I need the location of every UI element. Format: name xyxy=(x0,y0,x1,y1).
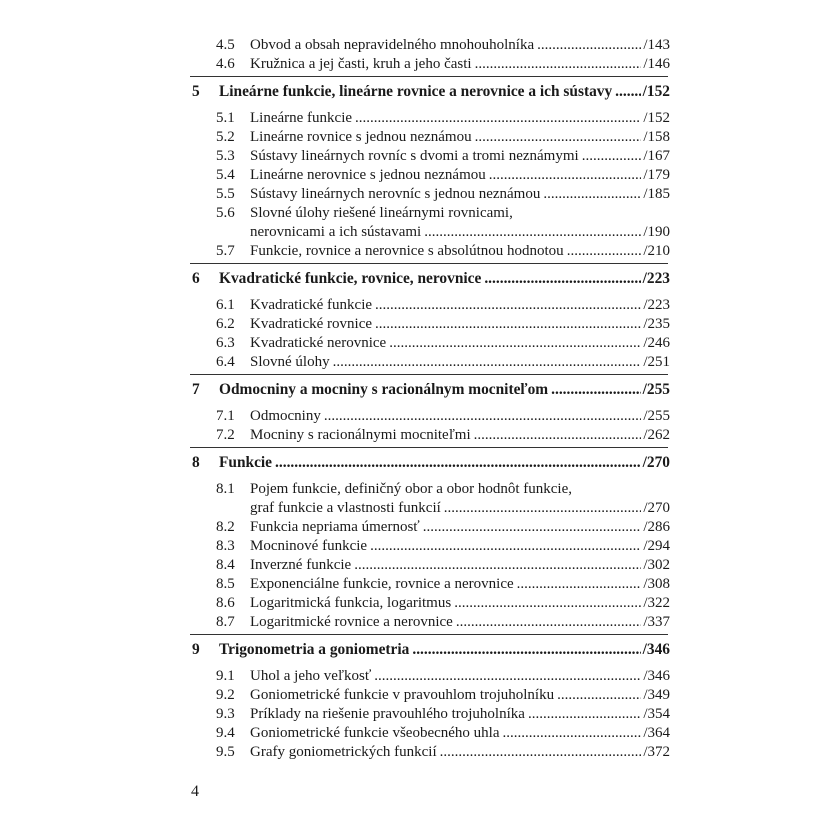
toc-page: /302 xyxy=(643,557,670,573)
toc-page: /210 xyxy=(643,243,670,259)
toc-page: /354 xyxy=(643,706,670,722)
toc-entry xyxy=(190,426,670,445)
toc-leader-dots xyxy=(528,705,641,724)
toc-title: Kvadratické funkcie, rovnice, nerovnice xyxy=(219,270,482,287)
toc-chapter xyxy=(190,640,670,659)
toc-entry xyxy=(190,334,670,353)
toc-entry xyxy=(190,36,670,55)
toc-leader-dots xyxy=(375,315,641,334)
toc-number: 7.2 xyxy=(216,427,235,443)
toc-leader-dots xyxy=(324,407,642,426)
chapter-divider-line xyxy=(190,374,668,375)
toc-leader-dots xyxy=(474,426,642,445)
toc-number: 5.6 xyxy=(216,205,235,221)
toc-title: Mocninové funkcie xyxy=(250,538,368,554)
toc-title: nerovnicami a ich sústavami xyxy=(250,224,422,240)
toc-page: /262 xyxy=(643,427,670,443)
toc-title: Sústavy lineárnych nerovníc s jednou neznámou xyxy=(250,186,541,202)
toc-leader-dots xyxy=(475,55,642,74)
toc-leader-dots xyxy=(423,518,642,537)
toc-title: Príklady na riešenie pravouhlého trojuholníka xyxy=(250,706,525,722)
toc-leader-dots xyxy=(354,556,641,575)
toc-page: /223 xyxy=(643,297,670,313)
toc-number: 6.4 xyxy=(216,354,235,370)
toc-title: Funkcie xyxy=(219,454,273,471)
toc-entry xyxy=(190,204,670,223)
toc-page: /349 xyxy=(643,687,670,703)
toc-title: Goniometrické funkcie v pravouhlom trojuholníku xyxy=(250,687,555,703)
toc-page: /308 xyxy=(643,576,670,592)
toc-page: /364 xyxy=(643,725,670,741)
toc-page: /223 xyxy=(642,270,670,287)
toc-title: Exponenciálne funkcie, rovnice a nerovnice xyxy=(250,576,514,592)
toc-entry xyxy=(190,575,670,594)
toc-page: /167 xyxy=(643,148,670,164)
toc-chapter xyxy=(190,269,670,288)
toc-leader-dots xyxy=(275,453,641,472)
toc-number: 9.4 xyxy=(216,725,235,741)
toc-title: Trigonometria a goniometria xyxy=(219,641,410,658)
toc-title: Lineárne funkcie, lineárne rovnice a nerovnice a ich sústavy xyxy=(219,83,613,100)
toc-entry xyxy=(190,686,670,705)
toc-leader-dots xyxy=(537,36,641,55)
toc-title: graf funkcie a vlastnosti funkcií xyxy=(250,500,441,516)
toc-page: /322 xyxy=(643,595,670,611)
chapter-divider-line xyxy=(190,634,668,635)
toc-number: 8.4 xyxy=(216,557,235,573)
toc-number: 8.6 xyxy=(216,595,235,611)
toc-title: Obvod a obsah nepravidelného mnohouholníka xyxy=(250,37,535,53)
toc-entry xyxy=(190,480,670,499)
chapter-divider-line xyxy=(190,76,668,77)
toc-page: /190 xyxy=(643,224,670,240)
toc-page: /185 xyxy=(643,186,670,202)
toc-entry xyxy=(190,128,670,147)
toc-page: /246 xyxy=(643,335,670,351)
chapter-divider-line xyxy=(190,263,668,264)
toc-page: /179 xyxy=(643,167,670,183)
toc-title: Slovné úlohy xyxy=(250,354,330,370)
toc-leader-dots xyxy=(374,667,641,686)
toc-number: 7.1 xyxy=(216,408,235,424)
toc-leader-dots xyxy=(517,575,642,594)
toc-page: /143 xyxy=(643,37,670,53)
toc-title: Uhol a jeho veľkosť xyxy=(250,668,372,684)
toc-title: Funkcia nepriama úmernosť xyxy=(250,519,420,535)
toc-title: Kvadratické funkcie xyxy=(250,297,373,313)
toc-title: Slovné úlohy riešené lineárnymi rovnicami, xyxy=(250,205,513,221)
toc-number: 4.5 xyxy=(216,37,235,53)
toc-chapter xyxy=(190,82,670,101)
toc-number: 6.2 xyxy=(216,316,235,332)
toc-leader-dots xyxy=(412,640,640,659)
toc-number: 8.3 xyxy=(216,538,235,554)
toc-page: /255 xyxy=(642,381,670,398)
chapter-divider-line xyxy=(190,447,668,448)
toc-number: 6.3 xyxy=(216,335,235,351)
toc-number: 9.5 xyxy=(216,744,235,760)
toc-entry xyxy=(190,743,670,762)
toc-title: Lineárne rovnice s jednou neznámou xyxy=(250,129,472,145)
toc-title: Kvadratické nerovnice xyxy=(250,335,387,351)
toc-number: 9 xyxy=(192,641,200,658)
toc-entry xyxy=(190,499,670,518)
toc-page: /152 xyxy=(642,83,670,100)
toc-number: 8.1 xyxy=(216,481,235,497)
toc-number: 5.1 xyxy=(216,110,235,126)
page-number: 4 xyxy=(191,783,199,800)
toc-number: 8.7 xyxy=(216,614,235,630)
toc-entry xyxy=(190,55,670,74)
toc-page: /152 xyxy=(643,110,670,126)
toc-leader-dots xyxy=(454,594,641,613)
toc-title: Logaritmická funkcia, logaritmus xyxy=(250,595,452,611)
toc-title: Goniometrické funkcie všeobecného uhla xyxy=(250,725,500,741)
toc-number: 5.2 xyxy=(216,129,235,145)
toc-leader-dots xyxy=(551,380,640,399)
toc-number: 5.4 xyxy=(216,167,235,183)
toc-entry xyxy=(190,296,670,315)
toc-entry xyxy=(190,613,670,632)
toc-page: /346 xyxy=(642,641,670,658)
toc-entry xyxy=(190,667,670,686)
toc-number: 9.1 xyxy=(216,668,235,684)
toc-leader-dots xyxy=(424,223,641,242)
toc-entry xyxy=(190,556,670,575)
toc-entry xyxy=(190,518,670,537)
toc-leader-dots xyxy=(615,82,640,101)
toc-leader-dots xyxy=(484,269,640,288)
toc-entry xyxy=(190,537,670,556)
toc-number: 6.1 xyxy=(216,297,235,313)
toc-entry xyxy=(190,147,670,166)
toc-number: 8.5 xyxy=(216,576,235,592)
toc-leader-dots xyxy=(355,109,641,128)
toc-leader-dots xyxy=(567,242,642,261)
toc-page: /270 xyxy=(643,500,670,516)
toc-number: 8 xyxy=(192,454,200,471)
toc-entry xyxy=(190,109,670,128)
toc-leader-dots xyxy=(456,613,642,632)
toc-page: /235 xyxy=(643,316,670,332)
toc-title: Logaritmické rovnice a nerovnice xyxy=(250,614,453,630)
toc-chapter xyxy=(190,380,670,399)
toc-number: 4.6 xyxy=(216,56,235,72)
toc-page: /294 xyxy=(643,538,670,554)
toc-entry xyxy=(190,315,670,334)
toc-number: 5.5 xyxy=(216,186,235,202)
toc-page: /255 xyxy=(643,408,670,424)
toc-leader-dots xyxy=(440,743,642,762)
toc-number: 5.3 xyxy=(216,148,235,164)
toc-leader-dots xyxy=(375,296,641,315)
toc-title: Lineárne nerovnice s jednou neznámou xyxy=(250,167,486,183)
toc-entry xyxy=(190,353,670,372)
toc-page: /146 xyxy=(643,56,670,72)
toc-leader-dots xyxy=(475,128,642,147)
toc-number: 8.2 xyxy=(216,519,235,535)
toc-entry xyxy=(190,724,670,743)
toc-page: /346 xyxy=(643,668,670,684)
toc-entry xyxy=(190,223,670,242)
toc-leader-dots xyxy=(489,166,642,185)
toc-title: Grafy goniometrických funkcií xyxy=(250,744,437,760)
toc-entry xyxy=(190,242,670,261)
toc-entry xyxy=(190,166,670,185)
toc-entry xyxy=(190,407,670,426)
toc-title: Pojem funkcie, definičný obor a obor hodnôt funkcie, xyxy=(250,481,573,497)
toc-page: /372 xyxy=(643,744,670,760)
toc-leader-dots xyxy=(389,334,641,353)
toc-chapter xyxy=(190,453,670,472)
toc-entry xyxy=(190,705,670,724)
toc-entry xyxy=(190,594,670,613)
toc-number: 6 xyxy=(192,270,200,287)
toc-page: /337 xyxy=(643,614,670,630)
toc-leader-dots xyxy=(444,499,642,518)
toc-title: Lineárne funkcie xyxy=(250,110,353,126)
toc-title: Odmocniny xyxy=(250,408,321,424)
toc-title: Sústavy lineárnych rovníc s dvomi a tromi neznámymi xyxy=(250,148,579,164)
toc-title: Inverzné funkcie xyxy=(250,557,352,573)
table-of-contents xyxy=(190,36,670,762)
toc-number: 5 xyxy=(192,83,200,100)
toc-number: 9.3 xyxy=(216,706,235,722)
toc-leader-dots xyxy=(503,724,642,743)
toc-page: /251 xyxy=(643,354,670,370)
toc-leader-dots xyxy=(557,686,641,705)
toc-number: 9.2 xyxy=(216,687,235,703)
toc-number: 7 xyxy=(192,381,200,398)
toc-leader-dots xyxy=(582,147,642,166)
toc-title: Odmocniny a mocniny s racionálnym mocniteľom xyxy=(219,381,549,398)
toc-leader-dots xyxy=(370,537,641,556)
toc-entry xyxy=(190,185,670,204)
toc-title: Kružnica a jej časti, kruh a jeho časti xyxy=(250,56,472,72)
toc-page: /158 xyxy=(643,129,670,145)
toc-page: /286 xyxy=(643,519,670,535)
toc-title: Funkcie, rovnice a nerovnice s absolútnou hodnotou xyxy=(250,243,564,259)
toc-number: 5.7 xyxy=(216,243,235,259)
toc-title: Mocniny s racionálnymi mocniteľmi xyxy=(250,427,471,443)
toc-page: /270 xyxy=(642,454,670,471)
toc-leader-dots xyxy=(543,185,641,204)
toc-leader-dots xyxy=(333,353,642,372)
toc-title: Kvadratické rovnice xyxy=(250,316,373,332)
